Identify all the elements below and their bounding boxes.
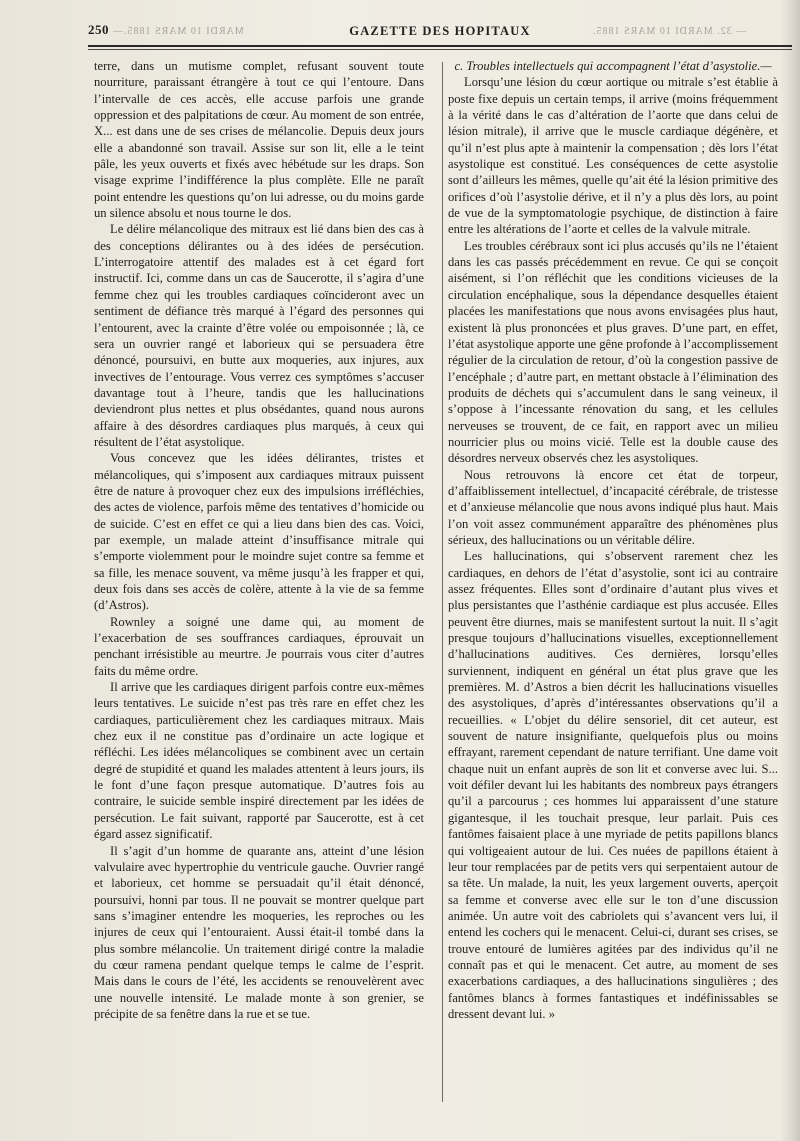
paragraph: Il arrive que les cardiaques dirigent parfois contre eux-mêmes leurs tentatives. Le suicide n’est pas très rare en effet chez les cardiaques, particulièrement chez les cardiaques mitraux. Mais chez eux il ne constitue pas d’ordinaire un acte logique et réfléchi. Les idées mélancoliques se combinent avec un certain degré de stupidité et quand les malades attentent à leurs jours, ils le font d’une façon presque automatique. D’autres fois au contraire, le suicide semble inspiré directement par les idées de persécution. Le fait suivant, rapporté par Saucerotte, est à cet égard assez significatif. — [94, 680, 424, 842]
paragraph: Les troubles cérébraux sont ici plus accusés qu’ils ne l’étaient dans les cas passés précédemment en revue. Ce qui se conçoit aisément, si l’on réfléchit que les conditions vicieuses de la circulation encéphalique, sous la dépendance desquelles étaient placées les manifestations que nous avons envisagées plus haut, existent là plus prononcées et plus graves. D’une part, en effet, l’état asystolique apporte une gêne profonde à l’accomplissement régulier de la circulation de retour, d’où la congestion passive de l’encéphale ; d’autre part, en mettant obstacle à l’élimination des produits de déchets qui s’accumulent dans le sang veineux, il s’oppose à l’incessante rénovation du sang, et les cellules nerveuses se trouvent, de ce fait, en rapport avec un milieu nourricier plus ou moins vicié. Telle est la double cause des désordres nerveux observés chez les asystoliques. — [448, 238, 778, 466]
paragraph: Le délire mélancolique des mitraux est lié dans bien des cas à des conceptions délirantes ou à des idées de persécution. L’interrogatoire attentif des malades est à cet égard fort instructif. Ici, comme dans un cas de Saucerotte, il s’agira d’une femme chez qui les troubles cardiaques coïncideront avec un sentiment de défiance très marqué à l’égard des personnes qui l’entourent, avec la crainte d’être volée ou empoisonnée ; là, ce sera un ouvrier rangé et laborieux qui se persuadera être dénoncé, poursuivi, en butte aux moqueries, aux injures, aux invectives de l’entourage. Vous verrez ces symptômes s’accuser davantage tout à l’heure, tandis que les hallucinations deviendront plus nettes et plus obsédantes, quand nous aurons affaire à des désordres cardiaques plus marqués, à ceux qui résultent de l’état asystolique. — [94, 222, 424, 449]
header-rule-thick — [88, 45, 792, 47]
paragraph: Il s’agit d’un homme de quarante ans, atteint d’une lésion valvulaire avec hypertrophie du ventricule gauche. Ouvrier rangé et laborieux, cet homme se persuadait qu’il était dénoncé, poursuivi, honni par tous. Il ne pouvait se montrer quelque part sans s’imaginer entendre les moqueries, les reproches ou les injures de ceux qui l’entouraient. Aussi était-il tombé dans la plus sombre mélancolie. Un traitement dirigé contre la maladie du cœur ramena pendant quelque temps le calme de l’esprit. Mais dans le cours de l’été, les accidents se renouvelèrent avec une nouvelle intensité. Le malade monte à son grenier, se précipite de sa fenêtre dans la rue et se tue. — [94, 843, 424, 1021]
running-title: GAZETTE DES HOPITAUX — [349, 24, 531, 38]
page-number: 250 — [88, 22, 109, 37]
paragraph: Les hallucinations, qui s’observent rarement chez les cardiaques, en dehors de l’état d’asystolie, sont ici au contraire assez fréquentes. Elles sont d’ordinaire d’autant plus vives et plus persistantes que l’asthénie cardiaque est plus accusée. Elles peuvent être diurnes, mais se manifestent surtout la nuit. Il s’agit presque toujours d’hallucinations visuelles, exceptionnellement d’hallucinations auditives. Ces dernières, lorsqu’elles surviennent, indiquent en général un état plus grave que les premières. M. d’Astros a bien décrit les hallucinations visuelles des asystoliques, d’après d’intéressantes observations qu’il a recueillies. « L’objet du délire sensoriel, dit cet auteur, est souvent de nature insignifiante, quelquefois plus ou moins effrayant, rarement cependant de nature terrifiant. Une dame voit chaque nuit un enfant auprès de son lit et converse avec lui. S... voit défiler devant lui les habitants des nombreux pays étrangers qu’il a parcourus ; ces hommes lui apparaissent d’une stature gigantesque, il les touchait presque, leur parlait. Puis ces fantômes faisaient place à une myriade de petits papillons blancs qui voltigeaient autour de lui. Ces nuées de papillons étaient à leur tour remplacées par de petits vers qui serpentaient autour de sa tête. Un malade, la nuit, les yeux largement ouverts, aperçoit sa femme et converse avec elle sur le ton d’une discussion animée. Un autre voit des cabriolets qui s’avancent vers lui, il entend les cochers qui le menacent. Celui-ci, durant ses crises, se trouve entouré de lumières agitées par des individus qu’il ne connaît pas et qui le menacent. Cet autre, au moment de ses exacerbations cardiaques, a des hallucinations singulières ; des fantômes blancs à formes fantastiques et indéfinissables se dressent devant lui. » — [448, 549, 778, 1021]
left-column — [94, 58, 424, 1022]
paragraph: terre, dans un mutisme complet, refusant souvent toute nourriture, paraissant étrangère à tout ce qui l’entoure. Dans l’intervalle de ces accès, elle accuse parfois une grande oppression et des palpitations de cœur. Au moment de son entrée, X... est dans une de ses crises de mélancolie. Depuis deux jours elle a abandonné son travail. Assise sur son lit, elle a le teint pâle, les yeux ouverts et fixés avec hébétude sur les draps. Son visage exprime l’indifférence la plus complète. Elle ne paraît point entendre les questions qu’on lui adresse, ou du moins garde un silence absolu et nous tourne le dos. — [94, 59, 424, 221]
right-column — [448, 58, 778, 1022]
column-divider — [442, 62, 443, 1102]
bleed-through-text-right: — 32. MARDI 10 MARS 1885. — [592, 26, 747, 37]
page-header — [88, 22, 792, 42]
section-subheading: c. Troubles intellectuels qui accompagnent l’état d’asystolie.— — [454, 59, 772, 73]
paragraph: Nous retrouvons là encore cet état de torpeur, d’affaiblissement intellectuel, d’incapacité cérébrale, de tristesse et d’anxieuse mélancolie que nous avons indiqué plus haut. Mais l’on voit assez communément apparaître des phénomènes plus sérieux, des hallucinations ou un véritable délire. — [448, 467, 778, 547]
paragraph: Rownley a soigné une dame qui, au moment de l’exacerbation de ses souffrances cardiaques, éprouvait un penchant irrésistible au meurtre. Je pourrais vous citer d’autres faits du même ordre. — [94, 614, 424, 678]
page-edge-shadow — [780, 0, 800, 1141]
bleed-through-text-left: MARDI 10 MARS 1885.— — [112, 26, 244, 37]
header-rule-thin — [88, 49, 792, 50]
paragraph: Lorsqu’une lésion du cœur aortique ou mitrale s’est établie à poste fixe depuis un certain temps, il arrive (moins fréquemment à la vérité dans le cas d’altération de l’aorte que dans celui de lésion mitrale), il arrive que le muscle cardiaque dégénère, et qu’il n’est plus apte à maintenir la compensation ; dès lors l’état asystolique est constitué. Les conséquences de cette asystolie sont d’ailleurs les mêmes, quelle qu’ait été la lésion primitive des orifices d’où l’asystolie dérive, et il n’y a plus dès lors, au point de vue de la symptomatologie psychique, de distinction à faire entre les altérations de l’aorte et celles de la valvule mitrale. — [448, 75, 778, 237]
paragraph: Vous concevez que les idées délirantes, tristes et mélancoliques, qui s’imposent aux cardiaques mitraux puissent être de nature à provoquer chez eux des impulsions irréfléchies, des actes de violence, parfois même des tentatives d’homicide ou de suicide. C’est en effet ce qui a lieu dans bien des cas. Voici, par exemple, un malade atteint d’insuffisance mitrale qui s’emporte violemment pour le moindre sujet contre sa femme et sa fille, les menace souvent, va même jusqu’à les frapper et qui, deux fois dans ses accès de colère, attente à la vie de sa femme (d’Astros). — [94, 451, 424, 613]
